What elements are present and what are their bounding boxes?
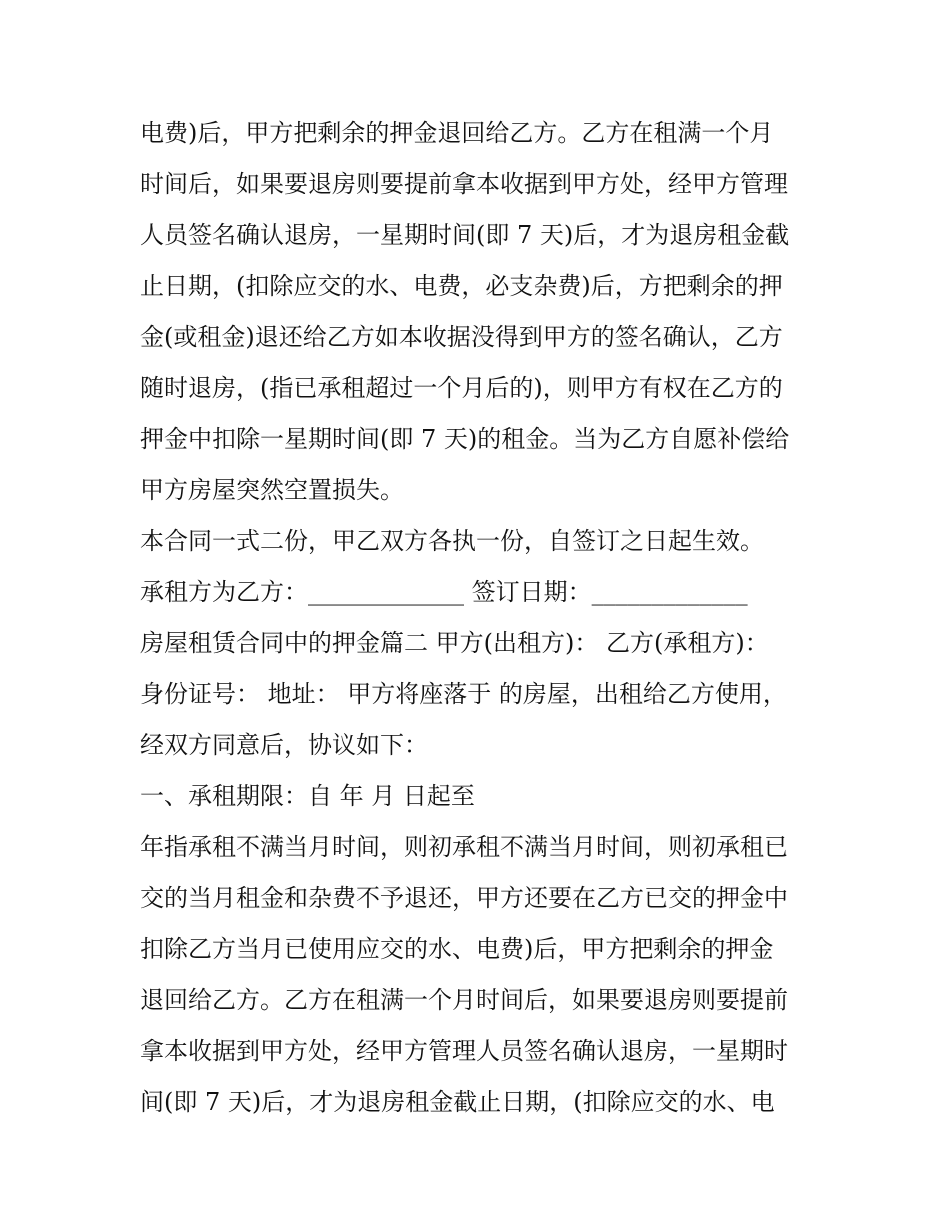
text-line-15: 年指承租不满当月时间，则初承租不满当月时间，则初承租已 [140, 833, 788, 861]
text-line-5: 金(或租金)退还给乙方如本收据没得到甲方的签名确认，乙方 [140, 323, 783, 351]
text-line-9: 本合同一式二份，甲乙双方各执一份，自签订之日起生效。 [140, 527, 764, 555]
text-line-7: 押金中扣除一星期时间(即 7 天)的租金。当为乙方自愿补偿给 [140, 425, 790, 453]
text-line-8: 甲方房屋突然空置损失。 [140, 476, 404, 504]
text-line-20: 间(即 7 天)后，才为退房租金截止日期，(扣除应交的水、电 [140, 1088, 775, 1116]
text-line-2: 时间后，如果要退房则要提前拿本收据到甲方处，经甲方管理 [140, 170, 788, 198]
contract-body [140, 108, 820, 1128]
text-line-6: 随时退房，(指已承租超过一个月后的)，则甲方有权在乙方的 [140, 374, 783, 402]
text-line-1: 电费)后，甲方把剩余的押金退回给乙方。乙方在租满一个月 [140, 119, 774, 147]
text-line-4: 止日期，(扣除应交的水、电费，必支杂费)后，方把剩余的押 [140, 272, 783, 300]
text-line-12: 身份证号： 地址： 甲方将座落于 的房屋，出租给乙方使用， [140, 680, 787, 708]
clause-one-heading: 一、承租期限：自 年 月 日起至 [140, 782, 475, 810]
text-line-18: 退回给乙方。乙方在租满一个月时间后，如果要退房则要提前 [140, 986, 788, 1014]
signature-line: 承租方为乙方：_____________ 签订日期：_____________ [140, 578, 748, 606]
section-heading-part-two: 房屋租赁合同中的押金篇二 甲方(出租方)： 乙方(承租方)： [140, 629, 769, 657]
text-line-19: 拿本收据到甲方处，经甲方管理人员签名确认退房，一星期时 [140, 1037, 788, 1065]
text-line-16: 交的当月租金和杂费不予退还，甲方还要在乙方已交的押金中 [140, 884, 788, 912]
text-line-17: 扣除乙方当月已使用应交的水、电费)后，甲方把剩余的押金 [140, 935, 774, 963]
text-line-13: 经双方同意后，协议如下： [140, 731, 428, 759]
text-line-3: 人员签名确认退房，一星期时间(即 7 天)后，才为退房租金截 [140, 221, 790, 249]
